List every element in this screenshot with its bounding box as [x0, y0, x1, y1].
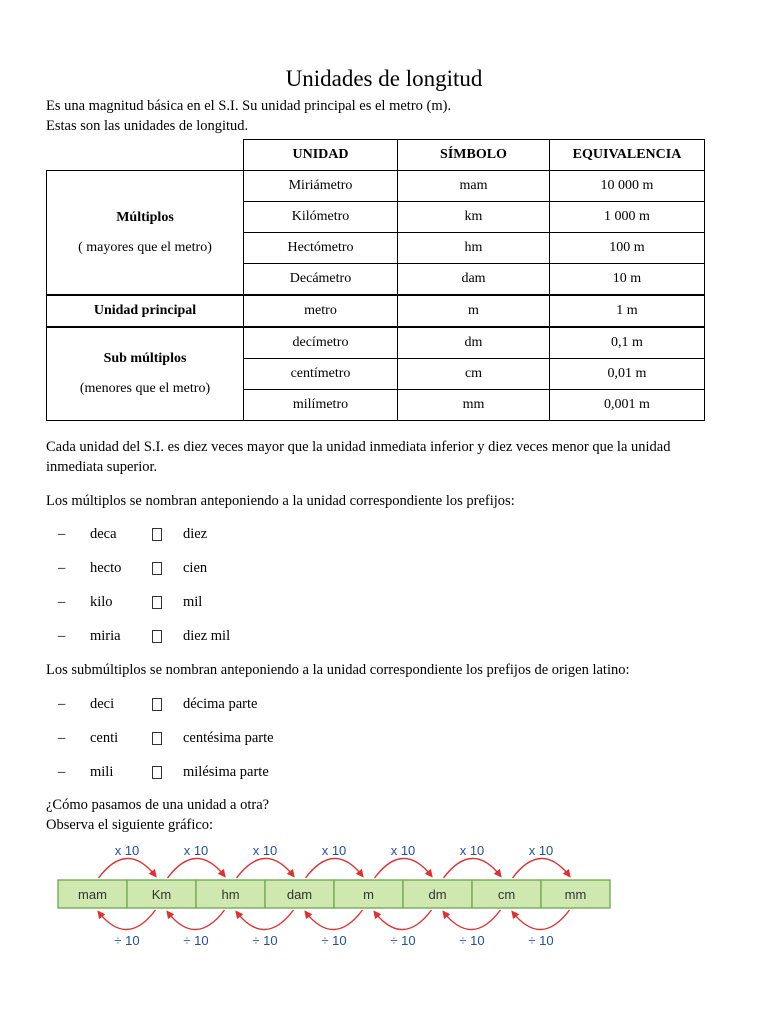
- unit-equivalence: 100 m: [550, 233, 705, 264]
- submultiples-subtitle: (menores que el metro): [79, 381, 211, 396]
- prefix-name: centi: [90, 730, 119, 746]
- question-line: ¿Cómo pasamos de una unidad a otra?: [46, 797, 270, 813]
- divide-arrow: [513, 910, 570, 930]
- unit-name: Decámetro: [244, 264, 398, 296]
- units-table: [46, 139, 705, 421]
- unit-name: decímetro: [244, 327, 398, 359]
- unit-symbol: cm: [398, 359, 550, 390]
- multiply-label: x 10: [321, 843, 347, 858]
- dash-bullet: –: [58, 628, 66, 644]
- dash-bullet: –: [58, 594, 66, 610]
- missing-glyph-box-icon: [152, 596, 162, 609]
- prefix-meaning: centésima parte: [183, 730, 274, 746]
- table-row: [47, 295, 705, 327]
- unit-name: centímetro: [244, 359, 398, 390]
- dash-bullet: –: [58, 696, 66, 712]
- divide-arrow: [444, 910, 501, 930]
- prefix-name: deca: [90, 526, 117, 542]
- unit-name: milímetro: [244, 390, 398, 421]
- divide-arrow: [99, 910, 156, 930]
- unit-name: metro: [244, 295, 398, 327]
- prefix-meaning: mil: [183, 594, 203, 610]
- prefix-meaning: diez mil: [183, 628, 231, 644]
- unit-conversion-diagram: [0, 836, 768, 956]
- paragraph-multiples-intro: Los múltiplos se nombran anteponiendo a la unidad correspondiente los prefijos:: [46, 493, 515, 509]
- dash-bullet: –: [58, 526, 66, 542]
- divide-arrow: [306, 910, 363, 930]
- table-header-row: [47, 140, 705, 171]
- divide-label: ÷ 10: [252, 933, 278, 948]
- divide-label: ÷ 10: [528, 933, 554, 948]
- multiples-title: Múltiplos: [116, 209, 174, 225]
- divide-arrow: [375, 910, 432, 930]
- dash-bullet: –: [58, 560, 66, 576]
- divide-label: ÷ 10: [390, 933, 416, 948]
- unit-box-label: Km: [151, 887, 172, 902]
- unit-equivalence: 0,1 m: [550, 327, 705, 359]
- prefix-meaning: cien: [183, 560, 208, 576]
- multiply-label: x 10: [114, 843, 140, 858]
- table-corner-cell: [47, 140, 244, 171]
- table-row: [47, 171, 705, 202]
- unit-symbol: hm: [398, 233, 550, 264]
- multiply-label: x 10: [390, 843, 416, 858]
- unit-symbol: dm: [398, 327, 550, 359]
- submultiples-group-cell: [47, 327, 244, 421]
- divide-label: ÷ 10: [321, 933, 347, 948]
- unit-equivalence: 10 m: [550, 264, 705, 296]
- prefix-name: deci: [90, 696, 115, 712]
- multiply-arrow: [444, 858, 501, 878]
- unit-name: Kilómetro: [244, 202, 398, 233]
- unit-box-label: mm: [564, 887, 587, 902]
- unit-box-label: mam: [78, 887, 107, 902]
- prefix-meaning: diez: [183, 526, 208, 542]
- intro-line-1: Es una magnitud básica en el S.I. Su unidad principal es el metro (m).: [46, 98, 452, 114]
- multiply-label: x 10: [528, 843, 554, 858]
- main-unit-cell: Unidad principal: [47, 295, 244, 327]
- multiply-arrow: [375, 858, 432, 878]
- prefix-name: hecto: [90, 560, 122, 576]
- unit-box-label: cm: [497, 887, 516, 902]
- divide-arrow: [237, 910, 294, 930]
- missing-glyph-box-icon: [152, 528, 162, 541]
- header-simbolo: SÍMBOLO: [398, 140, 550, 171]
- missing-glyph-box-icon: [152, 766, 162, 779]
- paragraph-si-rule: Cada unidad del S.I. es diez veces mayor que la unidad inmediata inferior y diez veces menor que la unidad inmediata superior.: [46, 439, 671, 475]
- multiples-group-cell: [47, 171, 244, 296]
- dash-bullet: –: [58, 730, 66, 746]
- divide-arrow: [168, 910, 225, 930]
- unit-symbol: km: [398, 202, 550, 233]
- unit-symbol: dam: [398, 264, 550, 296]
- multiply-arrow: [306, 858, 363, 878]
- intro-line-2: Estas son las unidades de longitud.: [46, 118, 249, 134]
- multiply-arrow: [513, 858, 570, 878]
- unit-equivalence: 10 000 m: [550, 171, 705, 202]
- divide-label: ÷ 10: [459, 933, 485, 948]
- prefix-name: kilo: [90, 594, 113, 610]
- divide-label: ÷ 10: [183, 933, 209, 948]
- unit-symbol: m: [398, 295, 550, 327]
- multiply-label: x 10: [183, 843, 209, 858]
- unit-symbol: mam: [398, 171, 550, 202]
- prefix-meaning: milésima parte: [183, 764, 269, 780]
- multiply-arrow: [237, 858, 294, 878]
- unit-box-label: dm: [428, 887, 447, 902]
- prefix-meaning: décima parte: [183, 696, 258, 712]
- unit-equivalence: 0,001 m: [550, 390, 705, 421]
- missing-glyph-box-icon: [152, 562, 162, 575]
- unit-equivalence: 1 000 m: [550, 202, 705, 233]
- multiply-arrow: [168, 858, 225, 878]
- unit-name: Hectómetro: [244, 233, 398, 264]
- missing-glyph-box-icon: [152, 732, 162, 745]
- unit-box-label: hm: [221, 887, 240, 902]
- missing-glyph-box-icon: [152, 698, 162, 711]
- observe-line: Observa el siguiente gráfico:: [46, 817, 214, 833]
- unit-symbol: mm: [398, 390, 550, 421]
- dash-bullet: –: [58, 764, 66, 780]
- table-row: [47, 327, 705, 359]
- multiply-label: x 10: [252, 843, 278, 858]
- divide-label: ÷ 10: [114, 933, 140, 948]
- multiples-subtitle: ( mayores que el metro): [78, 239, 212, 255]
- header-unidad: UNIDAD: [244, 140, 398, 171]
- prefix-name: mili: [90, 764, 114, 780]
- missing-glyph-box-icon: [152, 630, 162, 643]
- prefix-name: miria: [90, 628, 121, 644]
- unit-equivalence: 1 m: [550, 295, 705, 327]
- multiply-arrow: [99, 858, 156, 878]
- unit-box-label: dam: [286, 887, 313, 902]
- multiply-label: x 10: [459, 843, 485, 858]
- page-title: Unidades de longitud: [285, 66, 483, 91]
- unit-equivalence: 0,01 m: [550, 359, 705, 390]
- submultiples-title: Sub múltiplos: [103, 351, 187, 366]
- header-equivalencia: EQUIVALENCIA: [550, 140, 705, 171]
- unit-name: Miriámetro: [244, 171, 398, 202]
- paragraph-submultiples-intro: Los submúltiplos se nombran anteponiendo a la unidad correspondiente los prefijos de origen latino:: [46, 662, 630, 678]
- unit-box-label: m: [363, 887, 374, 902]
